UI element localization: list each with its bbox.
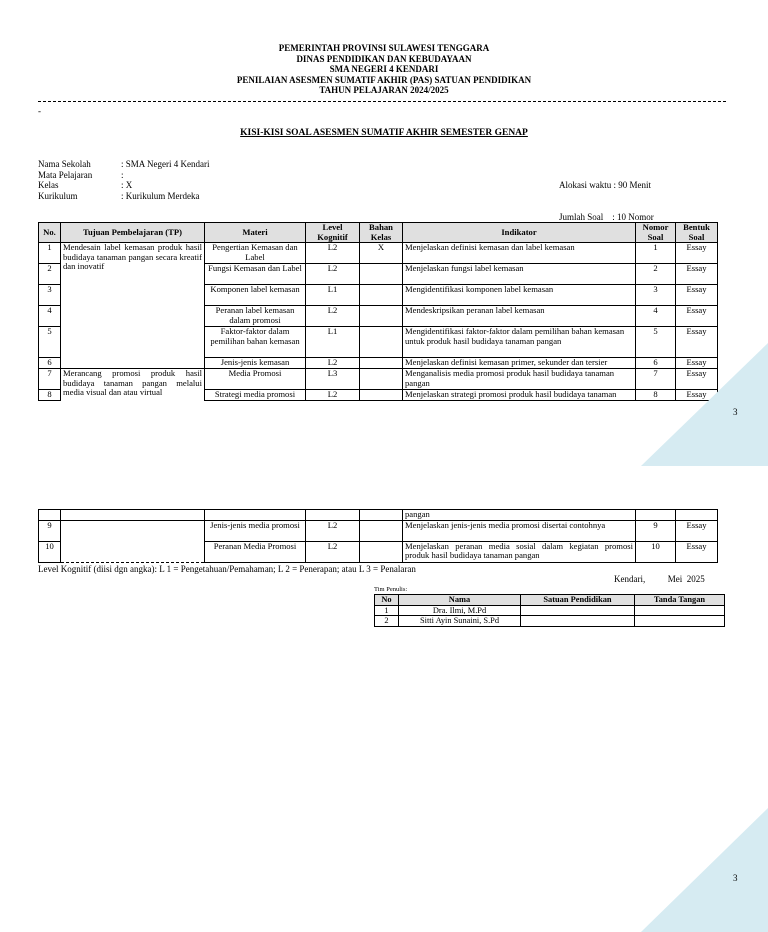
cell-nomor: 3 <box>636 285 676 306</box>
cell-bentuk: Essay <box>676 306 718 327</box>
info-row <box>38 191 209 202</box>
info-row <box>38 180 209 191</box>
kisi-kisi-table-continued <box>38 509 718 563</box>
cell-no: 1 <box>375 605 399 616</box>
table-row-continuation <box>39 510 718 521</box>
cell-indikator: Menjelaskan definisi kemasan primer, sekunder dan tersier <box>403 358 636 369</box>
cell-no: 2 <box>39 264 61 285</box>
cell-materi: Media Promosi <box>205 369 306 390</box>
cell-no: 9 <box>39 520 61 541</box>
info-label: Kurikulum <box>38 190 78 201</box>
cell-nomor: 6 <box>636 358 676 369</box>
cell-level: L2 <box>306 520 360 541</box>
table-row <box>375 605 725 616</box>
cell-no: 3 <box>39 285 61 306</box>
cell-indikator: Menjelaskan peranan media sosial dalam kegiatan promosi produk hasil budidaya tanaman pangan <box>403 541 636 562</box>
cell-indikator: Mendeskripsikan peranan label kemasan <box>403 306 636 327</box>
cell-level: L2 <box>306 541 360 562</box>
info-label: Kelas <box>38 180 59 190</box>
col-header-satuan: Satuan Pendidikan <box>521 595 635 606</box>
col-header-ttd: Tanda Tangan <box>635 595 725 606</box>
col-header-bentuk: Bentuk Soal <box>676 223 718 243</box>
cell-indikator: Menganalisis media promosi produk hasil budidaya tanaman pangan <box>403 369 636 390</box>
cell-bahan <box>360 369 403 390</box>
cell-materi: Fungsi Kemasan dan Label <box>205 264 306 285</box>
cell-bentuk: Essay <box>676 327 718 358</box>
cell-bentuk: Essay <box>676 390 718 401</box>
header-line: TAHUN PELAJARAN 2024/2025 <box>319 85 449 95</box>
cell-bentuk: Essay <box>676 369 718 390</box>
cell-no: 1 <box>39 243 61 264</box>
corner-decoration <box>641 808 768 932</box>
header-line: SMA NEGERI 4 KENDARI <box>329 64 439 74</box>
cell-no: 6 <box>39 358 61 369</box>
cell-indikator: Menjelaskan jenis-jenis media promosi disertai contohnya <box>403 520 636 541</box>
cell-bahan <box>360 390 403 401</box>
cell-ttd <box>635 616 725 627</box>
cell-level: L2 <box>306 390 360 401</box>
cell-no: 4 <box>39 306 61 327</box>
table-header-row <box>39 223 718 243</box>
cell-bahan <box>360 358 403 369</box>
cell-bahan <box>360 264 403 285</box>
cell-indikator: pangan <box>403 510 636 521</box>
cell-bentuk: Essay <box>676 541 718 562</box>
document-header <box>0 43 768 96</box>
header-line: PEMERINTAH PROVINSI SULAWESI TENGGARA <box>278 43 490 53</box>
cell-level: L1 <box>306 285 360 306</box>
cell-materi: Komponen label kemasan <box>205 285 306 306</box>
col-header-no: No <box>375 595 399 606</box>
cell-bahan <box>360 541 403 562</box>
info-value: : SMA Negeri 4 Kendari <box>121 159 210 169</box>
cell-tp: Mendesain label kemasan produk hasil budidaya tanaman pangan secara kreatif dan inovatif <box>61 243 205 369</box>
cell-bahan <box>360 327 403 358</box>
cell-nomor: 9 <box>636 520 676 541</box>
cell-nomor: 8 <box>636 390 676 401</box>
info-row <box>38 170 209 181</box>
col-header-nomor: Nomor Soal <box>636 223 676 243</box>
cell-no: 7 <box>39 369 61 390</box>
cell-indikator: Mengidentifikasi komponen label kemasan <box>403 285 636 306</box>
info-label: Nama Sekolah <box>38 159 91 169</box>
cell-bahan <box>360 520 403 541</box>
cell-nomor: 1 <box>636 243 676 264</box>
cell-level: L2 <box>306 264 360 285</box>
cell-no: 8 <box>39 390 61 401</box>
col-header-bahan: Bahan Kelas <box>360 223 403 243</box>
tim-penulis-label: Tim Penulis: <box>374 586 408 593</box>
page-number: 3 <box>733 873 738 883</box>
cell-bahan: X <box>360 243 403 264</box>
cell-tp: Merancang promosi produk hasil budidaya tanaman pangan melalui media visual dan atau virtual <box>61 369 205 401</box>
jumlah-soal: Jumlah Soal : 10 Nomor <box>559 211 654 222</box>
info-label: Mata Pelajaran <box>38 169 93 180</box>
cell-bentuk: Essay <box>676 243 718 264</box>
cell-satuan <box>521 616 635 627</box>
cell-level: L3 <box>306 369 360 390</box>
col-header-level: Level Kognitif <box>306 223 360 243</box>
corner-decoration <box>641 343 768 466</box>
tim-header-row <box>375 595 725 606</box>
cell-nama: Sitti Ayin Sunaini, S.Pd <box>399 616 521 627</box>
cell-materi: Pengertian Kemasan dan Label <box>205 243 306 264</box>
page-number: 3 <box>733 407 738 417</box>
cell-materi: Jenis-jenis media promosi <box>205 520 306 541</box>
cell-nomor: 10 <box>636 541 676 562</box>
cell-satuan <box>521 605 635 616</box>
cell-level: L2 <box>306 358 360 369</box>
table-row <box>39 243 718 264</box>
col-header-tp: Tujuan Pembelajaran (TP) <box>61 223 205 243</box>
place-date: Kendari, Mei 2025 <box>614 574 705 584</box>
document-title: KISI-KISI SOAL ASESMEN SUMATIF AKHIR SEMESTER GENAP <box>240 128 528 138</box>
cell-no: 2 <box>375 616 399 627</box>
cell-tp <box>61 520 205 562</box>
cell-ttd <box>635 605 725 616</box>
info-value: : Kurikulum Merdeka <box>121 190 200 201</box>
cell-nama: Dra. Ilmi, M.Pd <box>399 605 521 616</box>
level-kognitif-note: Level Kognitif (diisi dgn angka): L 1 = Pengetahuan/Pemahaman; L 2 = Penerapan; atau L 3 = Penalaran <box>38 564 416 574</box>
cell-indikator: Menjelaskan strategi promosi produk hasil budidaya tanaman <box>403 390 636 401</box>
col-header-nama: Nama <box>399 595 521 606</box>
header-line: PENILAIAN ASESMEN SUMATIF AKHIR (PAS) SATUAN PENDIDIKAN <box>236 74 532 85</box>
table-row <box>39 369 718 390</box>
cell-nomor: 4 <box>636 306 676 327</box>
cell-level: L2 <box>306 243 360 264</box>
cell-materi: Faktor-faktor dalam pemilihan bahan kemasan <box>205 327 306 358</box>
info-row <box>38 159 209 170</box>
cell-level: L1 <box>306 327 360 358</box>
alokasi-waktu: Alokasi waktu : 90 Menit <box>559 180 651 190</box>
cell-nomor: 2 <box>636 264 676 285</box>
cell-materi: Peranan Media Promosi <box>205 541 306 562</box>
cell-nomor: 5 <box>636 327 676 358</box>
cell-bahan <box>360 285 403 306</box>
header-divider <box>38 101 726 102</box>
cell-indikator: Menjelaskan fungsi label kemasan <box>403 264 636 285</box>
info-value: : X <box>121 180 133 190</box>
cell-indikator: Mengidentifikasi faktor-faktor dalam pemilihan bahan kemasan untuk produk hasil budidaya tanaman pangan <box>403 327 636 358</box>
cell-materi: Peranan label kemasan dalam promosi <box>205 306 306 327</box>
cell-no: 5 <box>39 327 61 358</box>
table-row <box>375 616 725 627</box>
info-left <box>38 159 209 201</box>
col-header-materi: Materi <box>205 223 306 243</box>
header-line: DINAS PENDIDIKAN DAN KEBUDAYAAN <box>296 53 472 64</box>
tim-penulis-table <box>374 594 725 627</box>
cell-nomor: 7 <box>636 369 676 390</box>
col-header-no: No. <box>39 223 61 243</box>
kisi-kisi-table <box>38 222 718 401</box>
table-row <box>39 520 718 541</box>
cell-bentuk: Essay <box>676 285 718 306</box>
cell-bahan <box>360 306 403 327</box>
cell-indikator: Menjelaskan definisi kemasan dan label kemasan <box>403 243 636 264</box>
cell-materi: Strategi media promosi <box>205 390 306 401</box>
cell-bentuk: Essay <box>676 358 718 369</box>
col-header-indikator: Indikator <box>403 223 636 243</box>
cell-bentuk: Essay <box>676 520 718 541</box>
info-value: : <box>121 169 124 180</box>
cell-no: 10 <box>39 541 61 562</box>
cell-materi: Jenis-jenis kemasan <box>205 358 306 369</box>
cell-level: L2 <box>306 306 360 327</box>
cell-bentuk: Essay <box>676 264 718 285</box>
dash-mark: - <box>38 106 41 116</box>
